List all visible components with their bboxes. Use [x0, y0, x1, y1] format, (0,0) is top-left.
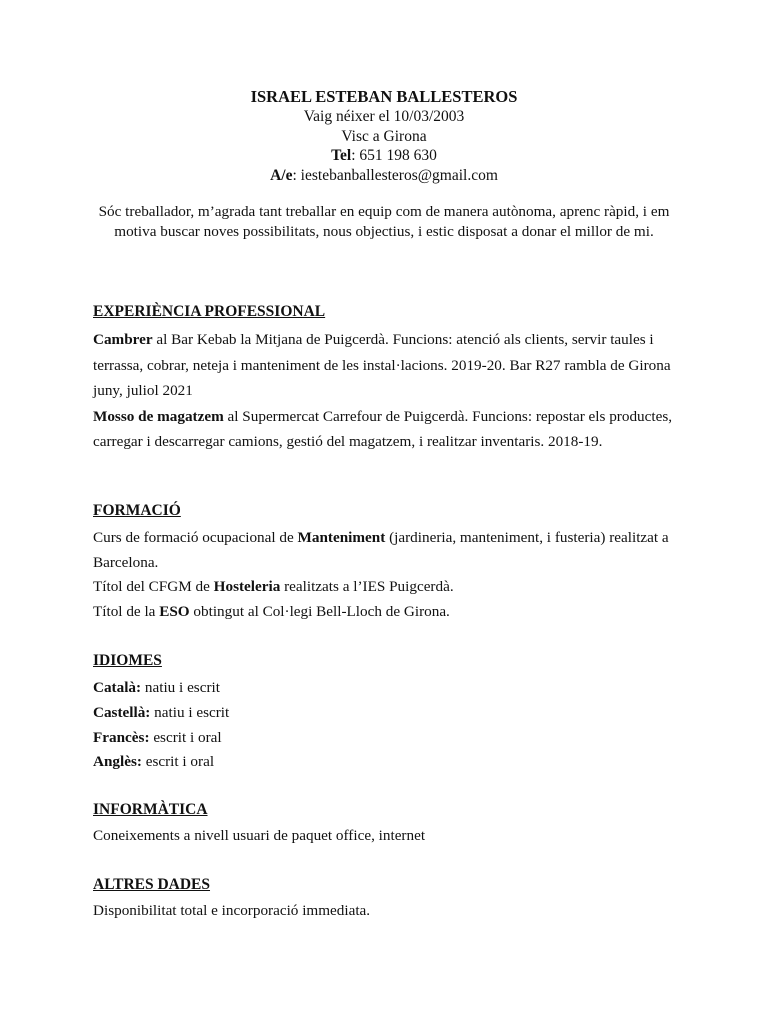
- language-level: natiu i escrit: [141, 679, 220, 696]
- it-title: INFORMÀTICA: [93, 801, 208, 818]
- job1-description: al Bar Kebab la Mitjana de Puigcerdà. Funcions: atenció als clients, servir taules i terrassa, cobrar, neteja i manteniment de les instal·lacions. 2019-20. Bar R27 rambla de Girona juny, juliol 2021: [93, 331, 671, 399]
- job1-role: Cambrer: [93, 331, 153, 348]
- language-level: natiu i escrit: [150, 703, 230, 721]
- formation-item-2-bold: Hosteleria: [213, 578, 281, 595]
- it-section: [93, 800, 678, 847]
- email-label: A/e: [270, 166, 293, 184]
- email-line: [0, 166, 768, 186]
- experience-title: EXPERIÈNCIA PROFESSIONAL: [93, 303, 326, 320]
- experience-entry-1: [93, 327, 678, 404]
- experience-section: [93, 302, 678, 455]
- formation-item-1-bold: Manteniment: [297, 529, 386, 546]
- formation-section: [93, 501, 678, 624]
- birth-date: Vaig néixer el 10/03/2003: [303, 108, 465, 125]
- formation-item-2-post: realitzats a l’IES Puigcerdà.: [280, 578, 454, 595]
- language-label: Castellà:: [93, 703, 151, 721]
- intro-paragraph: Sóc treballador, m’agrada tant treballar en equip com de manera autònoma, aprenc ràpid, i em motiva buscar noves possibilitats, nous objectius, i estic disposat a donar el millor de mi.: [98, 203, 670, 240]
- other-title: ALTRES DADES: [93, 876, 211, 893]
- job2-description: al Supermercat Carrefour de Puigcerdà. Funcions: repostar els productes, carregar i descarregar camions, gestió del magatzem, i realitzar inventaris. 2018-19.: [93, 407, 673, 450]
- formation-title: FORMACIÓ: [93, 502, 181, 519]
- formation-item-2-pre: Títol del CFGM de: [93, 578, 214, 595]
- phone-value: : 651 198 630: [351, 147, 437, 164]
- language-label: Francès:: [93, 728, 150, 746]
- language-label: Anglès:: [93, 753, 142, 771]
- experience-entry-2: [93, 404, 678, 455]
- person-name: ISRAEL ESTEBAN BALLESTEROS: [250, 87, 518, 106]
- formation-item-3-bold: ESO: [159, 602, 190, 620]
- cv-header: [0, 86, 768, 185]
- formation-item-1: [93, 526, 678, 575]
- formation-item-1-post: (jardineria, manteniment, i fusteria) realitzat a Barcelona.: [93, 529, 669, 571]
- residence: Visc a Girona: [341, 127, 427, 145]
- it-text: Coneixements a nivell usuari de paquet office, internet: [93, 827, 426, 844]
- formation-item-3-post: obtingut al Col·legi Bell-Lloch de Girona.: [189, 602, 450, 620]
- languages-section: [93, 651, 678, 775]
- language-item: [93, 701, 678, 726]
- email-value: : iestebanballesteros@gmail.com: [292, 166, 498, 184]
- formation-item-3-pre: Títol de la: [93, 602, 160, 620]
- language-level: escrit i oral: [141, 753, 215, 771]
- other-section: [93, 875, 678, 922]
- formation-item-2: [93, 575, 678, 600]
- language-label: Català:: [93, 679, 142, 696]
- other-text: Disponibilitat total e incorporació immediata.: [93, 902, 371, 919]
- formation-item-1-pre: Curs de formació ocupacional de: [93, 529, 298, 546]
- language-level: escrit i oral: [149, 728, 222, 746]
- language-item: [93, 750, 678, 775]
- phone-label: Tel: [331, 147, 352, 164]
- job2-role: Mosso de magatzem: [93, 407, 224, 425]
- phone-line: [0, 146, 768, 166]
- language-item: [93, 726, 678, 751]
- languages-title: IDIOMES: [93, 652, 162, 669]
- formation-item-3: [93, 600, 678, 625]
- language-item: [93, 676, 678, 701]
